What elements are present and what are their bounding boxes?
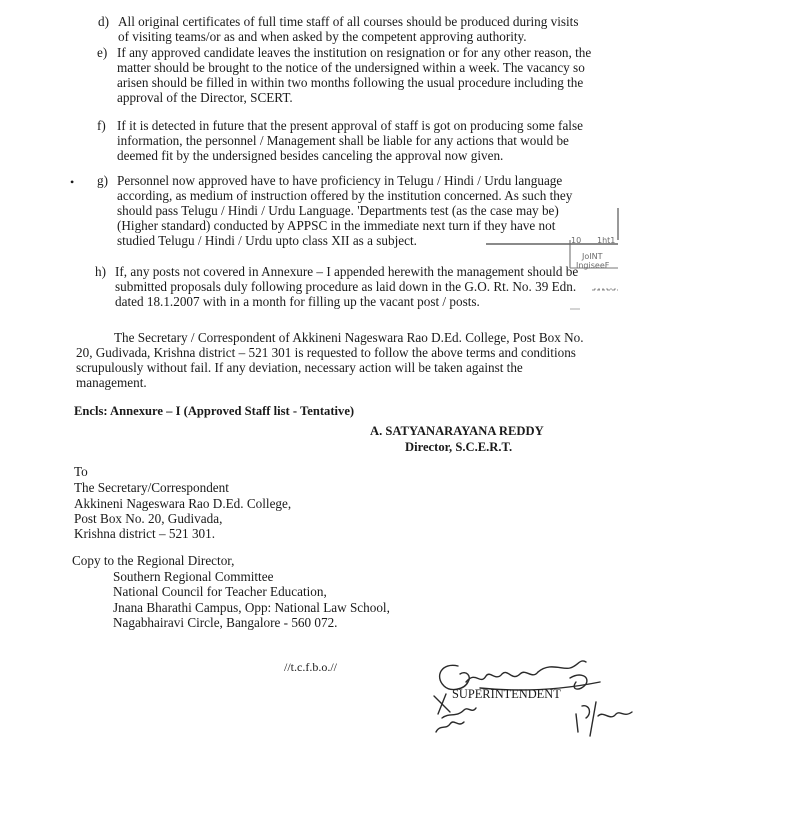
address-line: Krishna district – 521 301. (74, 526, 216, 541)
closing-line: 20, Gudivada, Krishna district – 521 301 is requested to follow the above terms and conditions (76, 345, 576, 360)
condition-line: according, as medium of instruction offered by the institution concerned. As such they (117, 188, 573, 203)
condition-line: If any approved candidate leaves the institution on resignation or for any other reason, the (117, 45, 592, 60)
copy-to-line: Nagabhairavi Circle, Bangalore - 560 072. (113, 615, 338, 630)
signatory-title: Director, S.C.E.R.T. (405, 440, 513, 454)
condition-line: of visiting teams/or as and when asked by the competent approving authority. (118, 29, 527, 44)
condition-marker: f) (97, 118, 106, 133)
margin-tick-icon (560, 285, 620, 315)
closing-line: management. (76, 375, 147, 390)
condition-line: deemed fit by the undersigned besides canceling the approval now given. (117, 148, 504, 163)
condition-marker: d) (98, 14, 109, 29)
condition-line: If it is detected in future that the present approval of staff is got on producing some false (117, 118, 583, 133)
address-line: To (74, 464, 88, 479)
bullet-dot: • (70, 175, 75, 189)
condition-line: arisen should be filled in within two months following the usual procedure including the (117, 75, 584, 90)
stamp-fragment: IngiseeF (576, 261, 610, 270)
condition-line: studied Telugu / Hindi / Urdu upto class XII as a subject. (117, 233, 417, 248)
closing-line: scrupulously without fail. If any deviation, necessary action will be taken against the (76, 360, 523, 375)
stamp-fragment: JoINT (582, 252, 603, 261)
condition-line: should pass Telugu / Hindi / Urdu Language. 'Departments test (as the case may be) (117, 203, 559, 218)
address-line: Post Box No. 20, Gudivada, (74, 511, 223, 526)
address-line: The Secretary/Correspondent (74, 480, 229, 495)
condition-marker: h) (95, 264, 106, 279)
copy-to-line: Southern Regional Committee (113, 569, 274, 584)
forwarded-by-order: //t.c.f.b.o.// (284, 660, 337, 674)
copy-to-line: National Council for Teacher Education, (113, 584, 327, 599)
condition-line: dated 18.1.2007 with in a month for filling up the vacant post / posts. (115, 294, 480, 309)
copy-to-line: Jnana Bharathi Campus, Opp: National Law School, (113, 600, 390, 615)
address-line: Akkineni Nageswara Rao D.Ed. College, (74, 496, 292, 511)
condition-line: matter should be brought to the notice of the undersigned within a week. The vacancy so (117, 60, 585, 75)
condition-line: If, any posts not covered in Annexure – I appended herewith the management should be (115, 264, 579, 279)
superintendent-label: SUPERINTENDENT (452, 687, 561, 701)
copy-to-intro: Copy to the Regional Director, (72, 553, 235, 568)
stamp-fragment: 1ht1 (597, 236, 616, 245)
condition-line: submitted proposals duly following procedure as laid down in the G.O. Rt. No. 39 Edn. (115, 279, 577, 294)
closing-line: The Secretary / Correspondent of Akkineni Nageswara Rao D.Ed. College, Post Box No. (114, 330, 584, 345)
stamp-fragment: 10 (571, 236, 582, 245)
condition-line: Personnel now approved have to have proficiency in Telugu / Hindi / Urdu language (117, 173, 563, 188)
signatory-name: A. SATYANARAYANA REDDY (370, 424, 544, 438)
condition-line: All original certificates of full time staff of all courses should be produced during visits (118, 14, 579, 29)
condition-marker: g) (97, 173, 108, 188)
condition-marker: e) (97, 45, 108, 60)
condition-line: (Higher standard) conducted by APPSC in the immediate next turn if they have not (117, 218, 556, 233)
condition-line: approval of the Director, SCERT. (117, 90, 293, 105)
enclosure-line: Encls: Annexure – I (Approved Staff list - Tentative) (74, 404, 355, 418)
condition-line: information, the personnel / Management shall be liable for any actions that would be (117, 133, 569, 148)
